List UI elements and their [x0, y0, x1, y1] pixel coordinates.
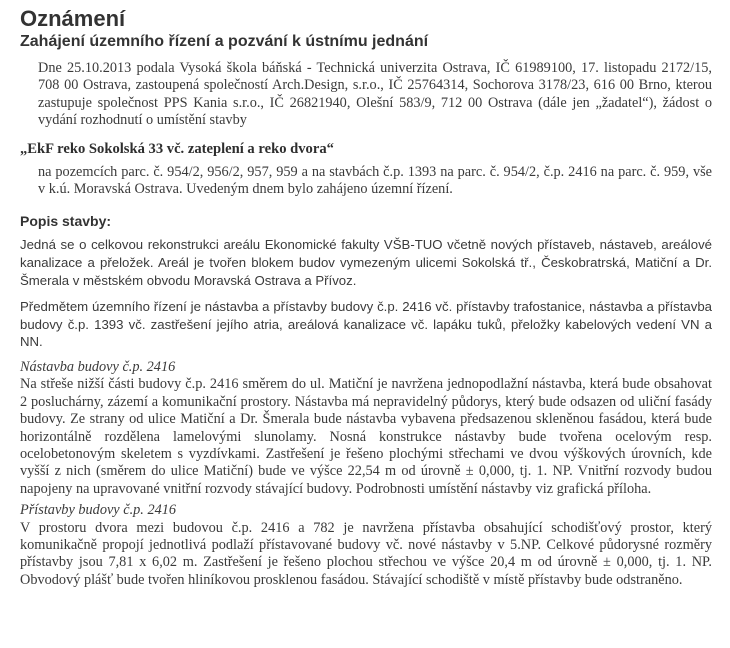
pristavby-paragraph: V prostoru dvora mezi budovou č.p. 2416 a 782 je navržena přístavba obsahující schodišťový prostor, který komunikačně propojí jednotlivá podlaží přístavované budovy vč. nové nástavby v 5.NP. Celkové půdorysné rozměry přístavby jsou 7,81 x 6,02 m. Zastřešení je řešeno plochou střechou ve výšce 20,4 m od úrovně ± 0,000, tj. 1. NP. Obvodový plášť bude tvořen hliníkovou prosklenou fasádou. Stávající schodiště v místě přístavby bude odstraněno.	[20, 519, 712, 588]
document-page	[20, 6, 712, 589]
intro-paragraph: Dne 25.10.2013 podala Vysoká škola báňská - Technická univerzita Ostrava, IČ 61989100, 17. listopadu 2172/15, 708 00 Ostrava, zastoupená společností Arch.Design, s.r.o., IČ 25764314, Sochorova 3178/23, 616 00 Brno, kterou zastupuje společnost PPS Kania s.r.o., IČ 26821940, Olešní 583/9, 712 00 Ostrava (dále jen „žadatel“), žádost o vydání rozhodnutí o umístění stavby	[38, 60, 712, 129]
nastavba-heading: Nástavba budovy č.p. 2416	[20, 359, 176, 375]
nastavba-paragraph: Na střeše nižší části budovy č.p. 2416 směrem do ul. Matiční je navržena jednopodlažní nástavba, která bude obsahovat 2 posluchárny, zázemí a komunikační prostory. Nástavba má nepravidelný půdorys, který bude odsazen od uliční fasády budovy. Ze strany od ulice Matiční a Dr. Šmerala bude nástavba vybavena předsazenou skleněnou fasádou, která bude horizontálně rozdělena lamelovými slunolamy. Nosná konstrukce nástavby bude tvořena ocelovým resp. ocelobetonovým skeletem s vyzdívkami. Zastřešení je řešeno plochými střechami ve dvou výškových úrovních, kde vyšší z nich (směrem do ulice Matiční) bude ve výšce 22,54 m od úrovně ± 0,000, tj. 1. NP. Vnitřní rozvody budou napojeny na upravované vnitřní rozvody stávající budovy. Podrobnosti umístění nástavby viz grafická příloha.	[20, 376, 712, 497]
pristavby-heading: Přístavby budovy č.p. 2416	[20, 502, 177, 519]
popis-paragraph-2: Předmětem územního řízení je nástavba a přístavby budovy č.p. 2416 vč. přístavby trafostanice, nástavba a přístavba budovy č.p. 1393 vč. zastřešení jejího atria, areálová kanalizace vč. lapáku tuků, přeložky kabelových vedení VN a NN.	[20, 299, 712, 350]
popis-paragraph-1: Jedná se o celkovou rekonstrukci areálu Ekonomické fakulty VŠB-TUO včetně nových přístaveb, nástaveb, areálové kanalizace a přeložek. Areál je tvořen blokem budov vymezeným ulicemi Sokolská tř., Českobratrská, Matiční a Dr. Šmerala v městském obvodu Moravská Ostrava a Přívoz.	[20, 237, 712, 288]
page-title: Oznámení	[20, 6, 126, 31]
location-paragraph: na pozemcích parc. č. 954/2, 956/2, 957, 959 a na stavbách č.p. 1393 na parc. č. 954/2, č.p. 2416 na parc. č. 959, vše v k.ú. Moravská Ostrava. Uvedeným dnem bylo zahájeno územní řízení.	[38, 163, 712, 198]
project-name: „EkF reko Sokolská 33 vč. zateplení a reko dvora“	[20, 140, 334, 157]
popis-heading: Popis stavby:	[20, 213, 112, 230]
page-subtitle: Zahájení územního řízení a pozvání k ústnímu jednání	[20, 33, 429, 50]
